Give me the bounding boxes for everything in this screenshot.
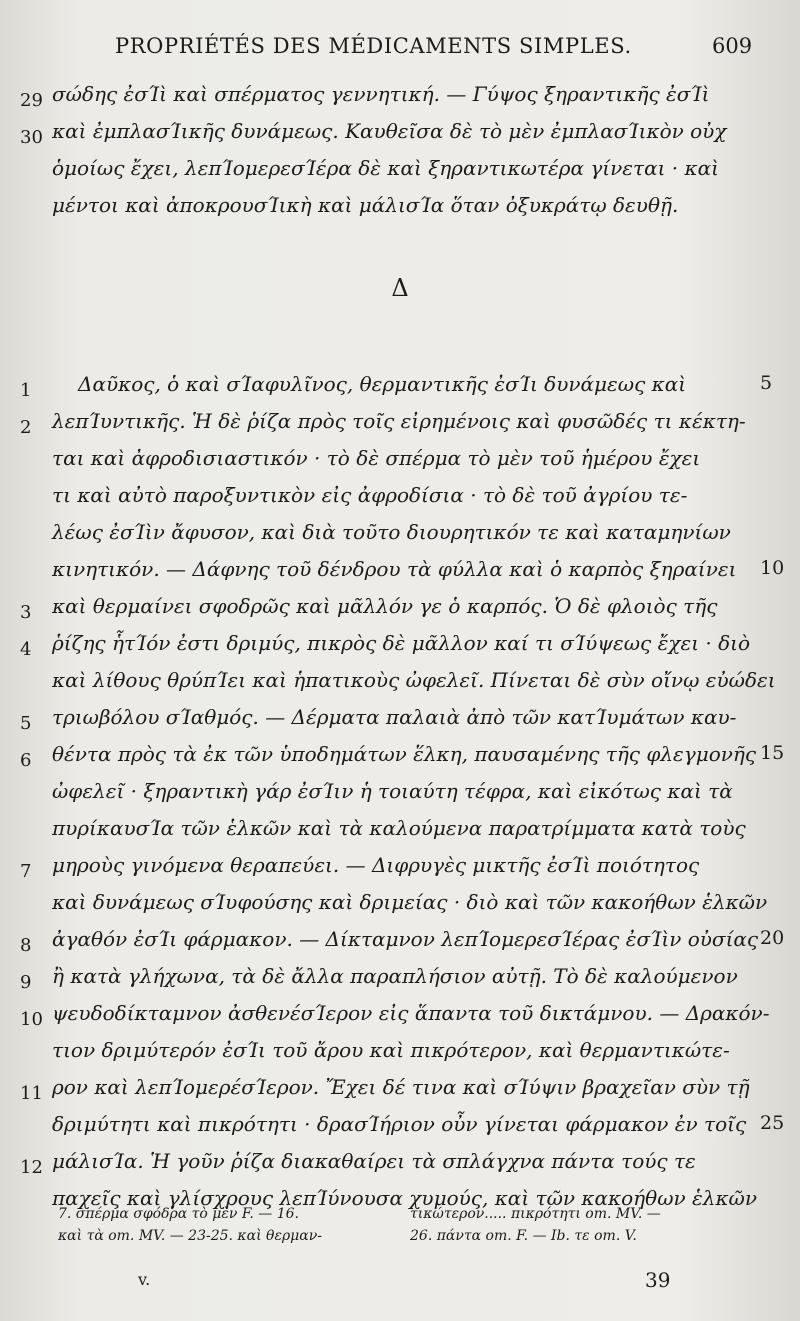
- line-number: 12: [20, 1157, 43, 1178]
- line-text: λεπΊυντικῆς. Ἡ δὲ ῥίζα πρὸς τοῖς εἰρημένοις καὶ φυσῶδές τι κέκτη-: [52, 409, 746, 433]
- text-line: [0, 152, 800, 189]
- line-number: 29: [20, 90, 43, 111]
- text-line: [0, 775, 800, 812]
- line-number: 10: [20, 1009, 43, 1030]
- line-text: λέως ἐσΊὶν ἄφυσον, καὶ διὰ τοῦτο διουρητικόν τε καὶ καταμηνίων: [52, 520, 731, 544]
- text-line: [0, 1108, 800, 1145]
- page-body: [0, 78, 800, 1219]
- line-text: μέντοι καὶ ἀποκρουσΊικὴ καὶ μάλισΊα ὅταν ὀξυκράτῳ δευθῇ.: [52, 193, 679, 217]
- footnote-line: καὶ τὰ om. MV. — 23-25. καὶ θερμαν-: [58, 1228, 322, 1244]
- line-text: καὶ λίθους θρύπΊει καὶ ἡπατικοὺς ὠφελεῖ. Πίνεται δὲ σὺν οἴνῳ εὐώδει: [52, 668, 776, 692]
- footnote-line: τικώτερον..... πικρότητι om. MV. —: [410, 1206, 661, 1222]
- spacer: [0, 334, 800, 368]
- spacer: [0, 226, 800, 260]
- margin-line-count: 25: [760, 1112, 785, 1134]
- line-text: ται καὶ ἀφροδισιαστικόν · τὸ δὲ σπέρμα τὸ μὲν τοῦ ἡμέρου ἔχει: [52, 446, 701, 470]
- line-number: 6: [20, 750, 32, 771]
- text-line: [0, 886, 800, 923]
- line-text: ἀγαθόν ἐσΊι φάρμακον. — Δίκταμνον λεπΊομερεσΊέρας ἐσΊὶν οὐσίας: [52, 927, 759, 951]
- text-line: [0, 405, 800, 442]
- line-number: 8: [20, 935, 32, 956]
- footnote-line: 7. σπέρμα σφόδρα τὸ μὲν F. — 16.: [58, 1206, 300, 1222]
- text-line: [0, 627, 800, 664]
- signature-mark: v.: [138, 1270, 151, 1289]
- text-line: [0, 960, 800, 997]
- line-number: 7: [20, 861, 32, 882]
- text-line: [0, 368, 800, 405]
- margin-line-count: 5: [760, 372, 773, 394]
- line-number: 2: [20, 417, 32, 438]
- line-text: ἢ κατὰ γλήχωνα, τὰ δὲ ἄλλα παραπλήσιον αὐτῇ. Τὸ δὲ καλούμενον: [52, 964, 738, 988]
- text-line: [0, 1034, 800, 1071]
- line-text: δριμύτητι καὶ πικρότητι · δρασΊήριον οὖν γίνεται φάρμακον ἐν τοῖς: [52, 1112, 747, 1136]
- line-number: 9: [20, 972, 32, 993]
- text-line: [0, 516, 800, 553]
- line-text: πυρίκαυσΊα τῶν ἑλκῶν καὶ τὰ καλούμενα παρατρίμματα κατὰ τοὺς: [52, 816, 746, 840]
- line-text: κινητικόν. — Δάφνης τοῦ δένδρου τὰ φύλλα καὶ ὁ καρπὸς ξηραίνει: [52, 557, 737, 581]
- text-line: [0, 812, 800, 849]
- margin-line-count: 20: [760, 927, 785, 949]
- line-text: Δαῦκος, ὁ καὶ σΊαφυλῖνος, θερμαντικῆς ἐσΊι δυνάμεως καὶ: [78, 372, 687, 396]
- line-number: 30: [20, 127, 43, 148]
- line-text: τριωβόλου σΊαθμός. — Δέρματα παλαιὰ ἀπὸ τῶν κατΊυμάτων καυ-: [52, 705, 737, 729]
- line-text: τι καὶ αὐτὸ παροξυντικὸν εἰς ἀφροδίσια · τὸ δὲ τοῦ ἀγρίου τε-: [52, 483, 688, 507]
- text-line: [0, 115, 800, 152]
- line-text: ψευδοδίκταμνον ἀσθενέσΊερον εἰς ἅπαντα τοῦ δικτάμνου. — Δρακόν-: [52, 1001, 770, 1025]
- line-text: θέντα πρὸς τὰ ἐκ τῶν ὑποδημάτων ἕλκη, παυσαμένης τῆς φλεγμονῆς: [52, 742, 757, 766]
- section-heading: Δ: [391, 274, 409, 302]
- line-text: μάλισΊα. Ἡ γοῦν ῥίζα διακαθαίρει τὰ σπλάγχνα πάντα τούς τε: [52, 1149, 696, 1173]
- text-line: [0, 664, 800, 701]
- sheet-number: 39: [645, 1268, 671, 1292]
- footnote-column-right: [410, 1206, 760, 1250]
- text-line: [0, 923, 800, 960]
- text-line: [0, 553, 800, 590]
- line-text: καὶ ἐμπλασΊικῆς δυνάμεως. Καυθεῖσα δὲ τὸ μὲν ἐμπλασΊικὸν οὐχ: [52, 119, 727, 143]
- text-line: [0, 701, 800, 738]
- line-text: καὶ δυνάμεως σΊυφούσης καὶ δριμείας · διὸ καὶ τῶν κακοήθων ἑλκῶν: [52, 890, 768, 914]
- line-number: 1: [20, 380, 32, 401]
- line-number: 11: [20, 1083, 43, 1104]
- text-line: [0, 78, 800, 115]
- line-text: ῥίζης ἧτΊόν ἐστι δριμύς, πικρὸς δὲ μᾶλλον καί τι σΊύψεως ἔχει · διὸ: [52, 631, 751, 655]
- text-line: [0, 997, 800, 1034]
- running-head: PROPRIÉTÉS DES MÉDICAMENTS SIMPLES.: [115, 34, 632, 58]
- text-line: [0, 1071, 800, 1108]
- text-line: [0, 849, 800, 886]
- text-line: [0, 442, 800, 479]
- line-text: ὠφελεῖ · ξηραντικὴ γάρ ἐσΊιν ἡ τοιαύτη τέφρα, καὶ εἰκότως καὶ τὰ: [52, 779, 733, 803]
- text-line: [0, 1145, 800, 1182]
- margin-line-count: 15: [760, 742, 785, 764]
- line-text: τιον δριμύτερόν ἐσΊι τοῦ ἄρου καὶ πικρότερον, καὶ θερμαντικώτε-: [52, 1038, 730, 1062]
- text-line: [0, 738, 800, 775]
- line-text: μηροὺς γινόμενα θεραπεύει. — Διφρυγὲς μικτῆς ἐσΊὶ ποιότητος: [52, 853, 700, 877]
- line-number: 4: [20, 639, 32, 660]
- line-text: καὶ θερμαίνει σφοδρῶς καὶ μᾶλλόν γε ὁ καρπός. Ὁ δὲ φλοιὸς τῆς: [52, 594, 718, 618]
- line-text: ρον καὶ λεπΊομερέσΊερον. Ἔχει δέ τινα καὶ σΊύψιν βραχεῖαν σὺν τῇ: [52, 1075, 750, 1099]
- margin-line-count: 10: [760, 557, 785, 579]
- text-line: [0, 189, 800, 226]
- line-number: 5: [20, 713, 32, 734]
- text-line: [0, 590, 800, 627]
- text-line: [0, 479, 800, 516]
- line-text: παχεῖς καὶ γλίσχρους λεπΊύνουσα χυμούς, καὶ τῶν κακοήθων ἑλκῶν: [52, 1186, 758, 1210]
- line-text: ὁμοίως ἔχει, λεπΊομερεσΊέρα δὲ καὶ ξηραντικωτέρα γίνεται · καὶ: [52, 156, 719, 180]
- page-number: 609: [712, 34, 753, 58]
- line-text: σώδης ἐσΊὶ καὶ σπέρματος γεννητική. — Γύψος ξηραντικῆς ἐσΊὶ: [52, 82, 710, 106]
- footnote-column-left: [58, 1206, 408, 1250]
- main-text: [0, 368, 800, 1219]
- footnote-line: 26. πάντα om. F. — Ib. τε om. V.: [410, 1228, 637, 1244]
- line-number: 3: [20, 602, 32, 623]
